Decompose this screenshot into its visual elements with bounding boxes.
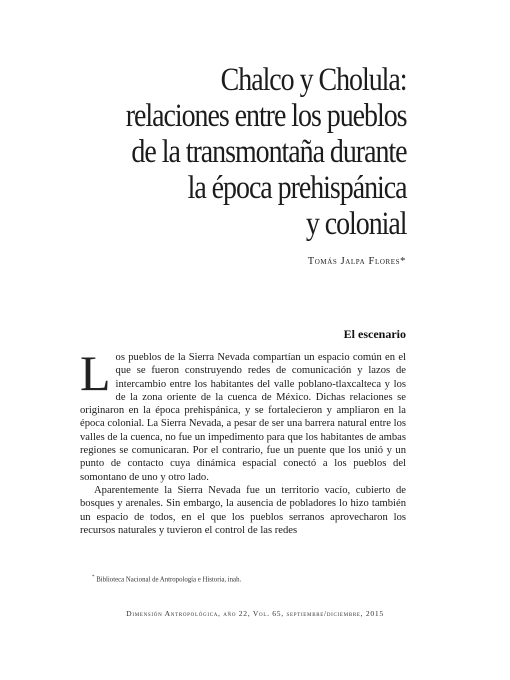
- title-line: relaciones entre los pueblos: [125, 98, 406, 134]
- author-name: Tomás Jalpa Flores*: [307, 256, 406, 267]
- paragraph-text: Aparentemente la Sierra Nevada fue un territorio vacío, cubierto de bosques y arenales. Sin embargo, la ausencia de pobladores lo hizo también un espacio de todos, en el que los pueblos serranos aprovecharon los recursos naturales y tuvieron el control de las redes: [80, 484, 406, 536]
- title-line: Chalco y Cholula:: [220, 62, 406, 98]
- running-footer: Dimensión Antropológica, año 22, Vol. 65, septiembre/diciembre, 2015: [126, 609, 384, 618]
- paragraph-text: os pueblos de la Sierra Nevada compartían un espacio común en el que se fueron construyendo redes de comunicación y lazos de intercambio entre los habitantes del valle poblano-tlaxcalteca y los de la zona oriente de la cuenca de México. Dichas relaciones se originaron en la época prehispánica, y se fortalecieron y ampliaron en la época colonial. La Sierra Nevada, a pesar de ser una barrera natural entre los valles de la cuenca, no fue un impedimento para que los habitantes de ambas regiones se comunicaran. Por el contrario, fue un puente que los unió y un punto de contacto cuya dinámica espacial conectó a los pueblos del somontano de uno y otro lado.: [80, 352, 406, 483]
- paragraph: [80, 345, 406, 484]
- section-heading: El escenario: [343, 327, 406, 341]
- article-title: [125, 62, 406, 242]
- title-line: la época prehispánica: [187, 170, 406, 206]
- title-line: de la transmontaña durante: [130, 134, 406, 170]
- drop-cap: L: [80, 345, 111, 401]
- title-line: y colonial: [305, 206, 406, 242]
- footnote: [92, 575, 241, 583]
- paragraph: [80, 484, 406, 537]
- article-body: [80, 345, 406, 537]
- footnote-text: Biblioteca Nacional de Antropología e Historia, inah.: [96, 576, 242, 584]
- footnote-marker: *: [92, 575, 95, 580]
